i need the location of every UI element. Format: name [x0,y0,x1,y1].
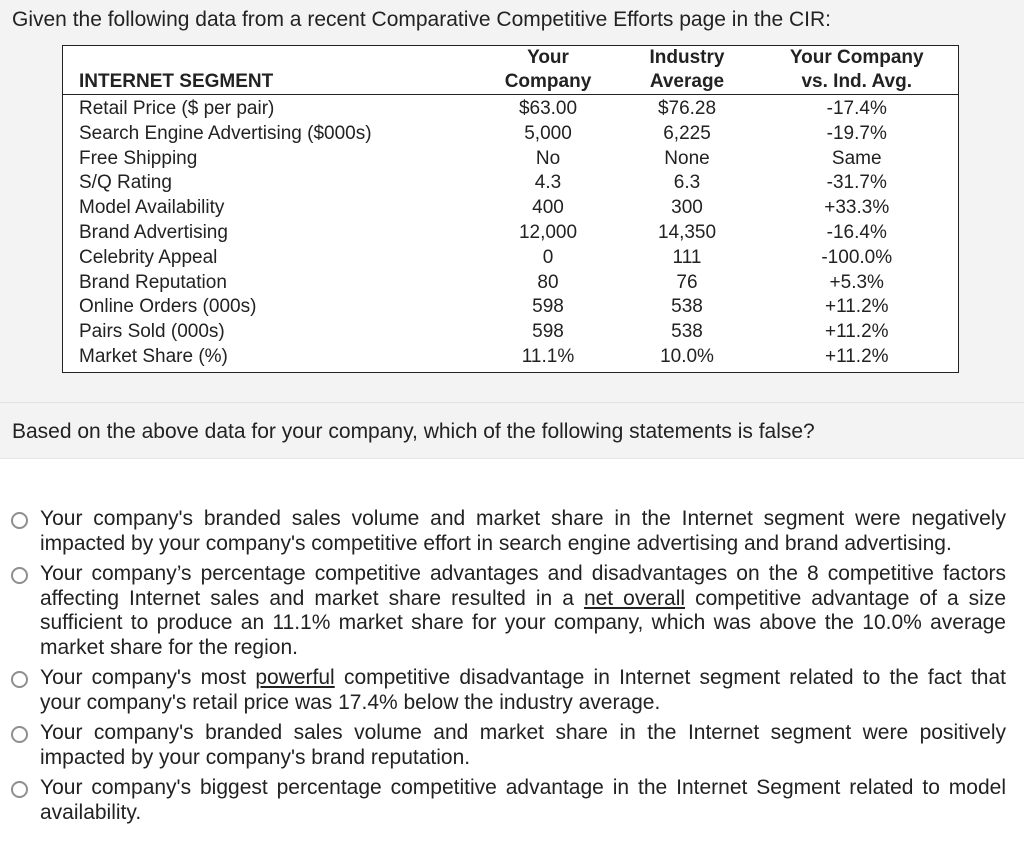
header-vs-ind-avg: Your Company vs. Ind. Avg. [789,47,924,92]
factor-label: Model Availability [79,197,225,219]
industry-average-value: 111 [672,246,702,268]
industry-average-value: 6,225 [663,122,711,144]
table-row [63,171,959,196]
answer-option-5[interactable] [11,776,1010,825]
answer-option-1[interactable] [11,507,1010,556]
radio-button[interactable] [11,567,28,584]
option-text-part: Your company's most [40,666,256,689]
factor-label: Market Share (%) [79,345,228,367]
header-your-company: Your Company [504,47,592,92]
table-row [63,320,959,345]
your-company-value: $63.00 [518,98,578,119]
industry-average-value: 10.0% [660,345,714,367]
your-company-value: 11.1% [521,345,575,367]
vs-ind-avg-value: +11.2% [824,345,889,367]
vs-ind-avg-value: +5.3% [829,271,884,293]
factor-label: S/Q Rating [79,172,172,194]
factor-label: Celebrity Appeal [79,246,218,268]
factor-label: Online Orders (000s) [79,296,257,318]
factor-label: Brand Advertising [79,221,228,243]
industry-average-value: 14,350 [657,221,717,243]
your-company-value: 400 [532,197,564,219]
your-company-value: 5,000 [524,122,572,144]
your-company-value: 12,000 [518,221,578,243]
option-text-part: Your company's biggest percentage competitive advantage in the Internet Segment related to model availability. [40,776,1006,824]
industry-average-value: 538 [671,321,703,343]
radio-button[interactable] [11,512,28,529]
table-row [63,95,959,122]
industry-average-value: $76.28 [657,98,717,119]
emphasis-text: net overall [583,586,686,610]
your-company-value: 80 [537,271,559,293]
table-row [63,122,959,147]
industry-average-value: 6.3 [673,172,701,194]
factor-label: Brand Reputation [79,271,227,293]
vs-ind-avg-value: +11.2% [824,296,889,318]
question-title: Given the following data from a recent Comparative Competitive Efforts page in the CIR: [12,8,832,31]
vs-ind-avg-value: -17.4% [826,98,887,119]
table-row [63,221,959,246]
vs-ind-avg-value: -19.7% [826,122,887,144]
your-company-value: 0 [542,246,554,268]
industry-average-value: 538 [671,296,703,318]
option-text-part: Your company's branded sales volume and market share in the Internet segment were positively impacted by your company's brand reputation. [40,721,1006,769]
option-text-part: competitive disadvantage in Internet segment related to the fact that your company's retail price was 17.4% below the industry average. [40,666,1006,714]
vs-ind-avg-value: -31.7% [826,172,887,194]
option-text-part: Your company’s percentage competitive advantages and disadvantages on the 8 competitive factors affecting Internet sales and market share resulted in a [40,562,1006,610]
table-header-row [63,46,959,95]
radio-button[interactable] [11,671,28,688]
table-row [63,271,959,296]
cir-table [62,45,959,373]
answer-option-4[interactable] [11,721,1010,770]
factor-label: Free Shipping [79,147,198,169]
industry-average-value: 76 [676,271,698,293]
header-industry-average: Industry Average [649,47,725,92]
option-text [40,721,1006,770]
industry-average-value: 300 [671,197,703,219]
factor-label: Pairs Sold (000s) [79,321,225,343]
your-company-value: 598 [532,321,564,343]
industry-average-value: None [664,147,710,169]
your-company-value: 4.3 [534,172,562,194]
header-segment: INTERNET SEGMENT [79,71,274,92]
table-row [63,246,959,271]
radio-button[interactable] [11,781,28,798]
answer-option-3[interactable] [11,666,1010,715]
table-row [63,196,959,221]
vs-ind-avg-value: -16.4% [826,221,887,243]
question-prompt: Based on the above data for your company, which of the following statements is false? [0,403,1024,459]
option-text [40,776,1006,825]
emphasis-text: powerful [255,666,335,689]
vs-ind-avg-value: +33.3% [824,197,890,219]
answer-options [0,459,1024,825]
your-company-value: 598 [532,296,564,318]
answer-option-2[interactable] [11,562,1010,660]
radio-button[interactable] [11,726,28,743]
option-text [40,666,1006,715]
vs-ind-avg-value: -100.0% [821,246,893,268]
vs-ind-avg-value: +11.2% [824,321,889,343]
vs-ind-avg-value: Same [831,147,882,169]
option-text-part: competitive advantage of a size sufficient to produce an 11.1% market share for your company, which was above the 10.0% average market share for the region. [40,586,1007,659]
table-row [63,147,959,172]
table-body [63,95,959,373]
factor-label: Retail Price ($ per pair) [79,98,275,119]
option-text [40,562,1006,660]
table-row [63,345,959,372]
option-text-part: Your company's branded sales volume and market share in the Internet segment were negatively impacted by your company's competitive effort in search engine advertising and brand advertising. [40,507,1006,555]
question-panel [0,0,1024,403]
factor-label: Search Engine Advertising ($000s) [79,122,372,144]
your-company-value: No [535,147,561,169]
table-row [63,295,959,320]
option-text [40,507,1006,556]
